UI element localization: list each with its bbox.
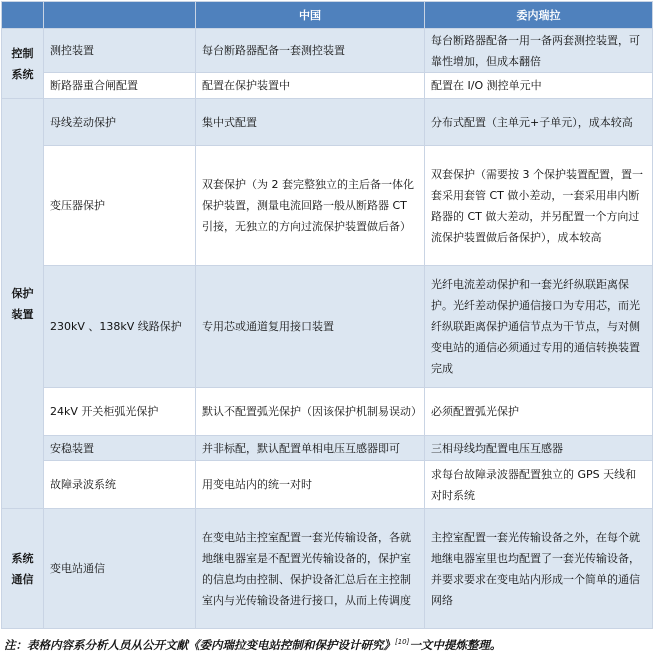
- row-china: 并非标配，默认配置单相电压互感器即可: [196, 436, 425, 461]
- table-row: [2, 266, 653, 388]
- row-china: 专用芯或通道复用接口装置: [196, 266, 425, 388]
- row-venezuela: 求每台故障录波器配置独立的 GPS 天线和对时系统: [425, 461, 653, 509]
- table-row: [2, 388, 653, 436]
- row-china: 默认不配置弧光保护（因该保护机制易误动）: [196, 388, 425, 436]
- header-china: 中国: [196, 2, 425, 29]
- row-venezuela: 配置在 I/O 测控单元中: [425, 73, 653, 99]
- table-row: [2, 509, 653, 629]
- header-venezuela: 委内瑞拉: [425, 2, 653, 29]
- row-china: 每台断路器配备一套测控装置: [196, 29, 425, 73]
- row-venezuela: 主控室配置一套光传输设备之外，在每个就地继电器室里也均配置了一套光传输设备，并要求要求在变电站内形成一个简单的通信网络: [425, 509, 653, 629]
- category-protection: 保护装置: [2, 99, 44, 509]
- table-row: [2, 461, 653, 509]
- footnote-tail: 一文中提炼整理。: [409, 638, 502, 652]
- table-footnote: [4, 637, 501, 653]
- row-item: 变压器保护: [44, 146, 196, 266]
- row-item: 变电站通信: [44, 509, 196, 629]
- row-venezuela: 每台断路器配备一用一备两套测控装置，可靠性增加，但成本翻倍: [425, 29, 653, 73]
- row-china: 配置在保护装置中: [196, 73, 425, 99]
- header-corner: [2, 2, 44, 29]
- table-row: [2, 29, 653, 73]
- table-row: [2, 73, 653, 99]
- header-empty-item: [44, 2, 196, 29]
- table-header-row: [2, 2, 653, 29]
- row-venezuela: 光纤电流差动保护和一套光纤纵联距离保护。光纤差动保护通信接口为专用芯，而光纤纵联距离保护通信节点为干节点，与对侧变电站的通信必须通过专用的通信转换装置完成: [425, 266, 653, 388]
- table-row: [2, 146, 653, 266]
- table-row: [2, 436, 653, 461]
- row-item: 安稳装置: [44, 436, 196, 461]
- footnote-reference: [10]: [395, 638, 410, 647]
- row-china: 在变电站主控室配置一套光传输设备，各就地继电器室是不配置光传输设备的，保护室的信息均由控制、保护设备汇总后在主控制室内与光传输设备进行接口，从而上传调度: [196, 509, 425, 629]
- footnote-text: 注：表格内容系分析人员从公开文献《委内瑞拉变电站控制和保护设计研究》: [4, 638, 395, 652]
- row-venezuela: 必须配置弧光保护: [425, 388, 653, 436]
- row-china: 双套保护（为 2 套完整独立的主后备一体化保护装置，测量电流回路一般从断路器 CT 引接，无独立的方向过流保护装置做后备）: [196, 146, 425, 266]
- row-venezuela: 分布式配置（主单元+子单元），成本较高: [425, 99, 653, 146]
- row-item: 230kV 、138kV 线路保护: [44, 266, 196, 388]
- category-control: 控制系统: [2, 29, 44, 99]
- row-china: 用变电站内的统一对时: [196, 461, 425, 509]
- row-item: 测控装置: [44, 29, 196, 73]
- row-item: 24kV 开关柜弧光保护: [44, 388, 196, 436]
- row-venezuela: 双套保护（需要按 3 个保护装置配置，置一套采用套管 CT 做小差动，一套采用串内断路器的 CT 做大差动，并另配置一个方向过流保护装置做后备保护），成本较高: [425, 146, 653, 266]
- row-item: 断路器重合闸配置: [44, 73, 196, 99]
- row-item: 故障录波系统: [44, 461, 196, 509]
- comparison-table: [1, 1, 653, 629]
- row-venezuela: 三相母线均配置电压互感器: [425, 436, 653, 461]
- category-comms: 系统通信: [2, 509, 44, 629]
- table-row: [2, 99, 653, 146]
- row-china: 集中式配置: [196, 99, 425, 146]
- row-item: 母线差动保护: [44, 99, 196, 146]
